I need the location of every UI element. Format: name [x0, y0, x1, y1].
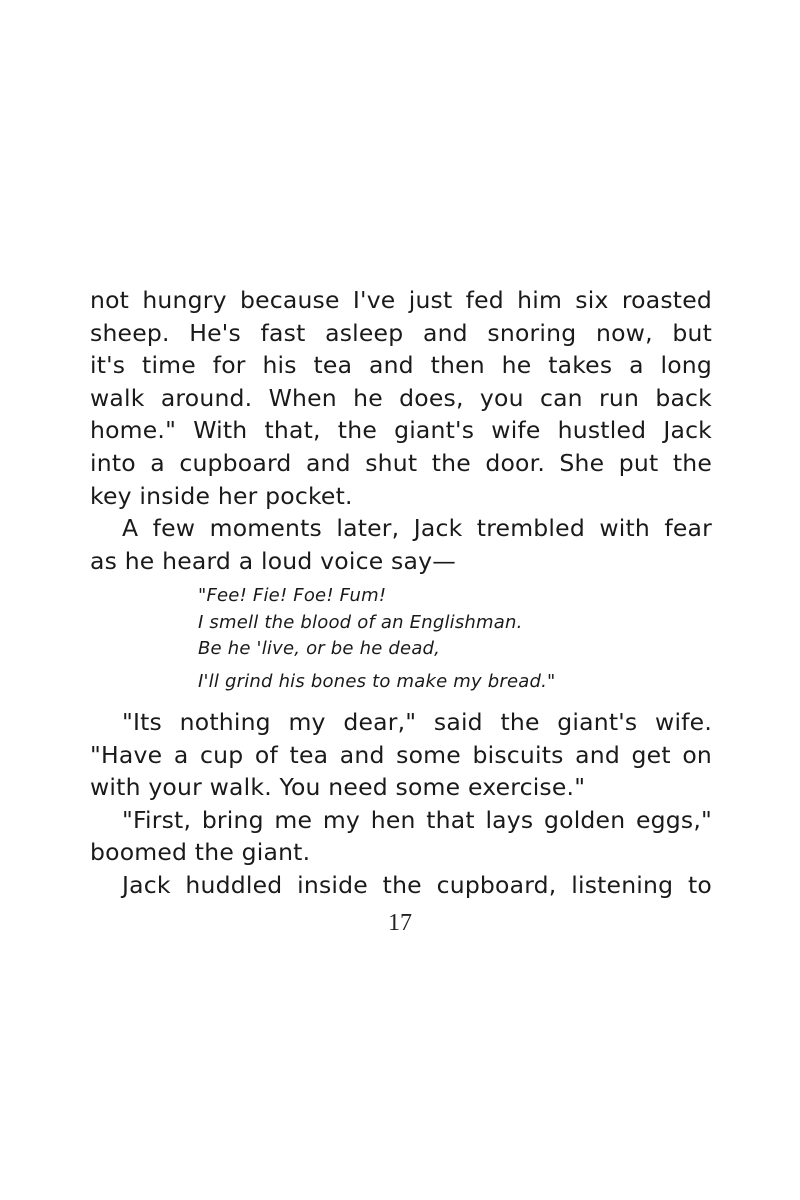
giant-verse [198, 583, 638, 695]
text-line: "Its nothing my dear," said the giant's wife. [122, 708, 712, 736]
text-line: as he heard a loud voice say— [90, 546, 456, 575]
text-line: key inside her pocket. [90, 481, 353, 510]
verse-line: "Fee! Fie! Foe! Fum! [198, 585, 387, 606]
text-line: "Have a cup of tea and some biscuits and get on [90, 740, 712, 769]
verse-line: I smell the blood of an Englishman. [198, 611, 523, 633]
text-line: walk around. When he does, you can run back [90, 383, 712, 412]
body-text-bottom [90, 706, 712, 902]
text-line: Jack huddled inside the cupboard, listening to [122, 870, 712, 899]
text-line: it's time for his tea and then he takes a long [90, 351, 712, 380]
text-line: home." With that, the giant's wife hustled Jack [90, 416, 712, 445]
text-line: "First, bring me my hen that lays golden eggs," [122, 805, 712, 834]
verse-line: Be he 'live, or be he dead, [198, 638, 441, 659]
text-line: with your walk. You need some exercise." [90, 773, 586, 802]
body-text-top [90, 284, 712, 577]
text-line: not hungry because I've just fed him six roasted [90, 286, 712, 314]
text-line: A few moments later, Jack trembled with fear [122, 514, 712, 543]
text-line: into a cupboard and shut the door. She put the [90, 448, 712, 477]
verse-line: I'll grind his bones to make my bread." [198, 670, 556, 692]
page-number: 17 [388, 910, 412, 936]
text-line: boomed the giant. [90, 838, 311, 867]
text-line: sheep. He's fast asleep and snoring now, but [90, 318, 712, 347]
